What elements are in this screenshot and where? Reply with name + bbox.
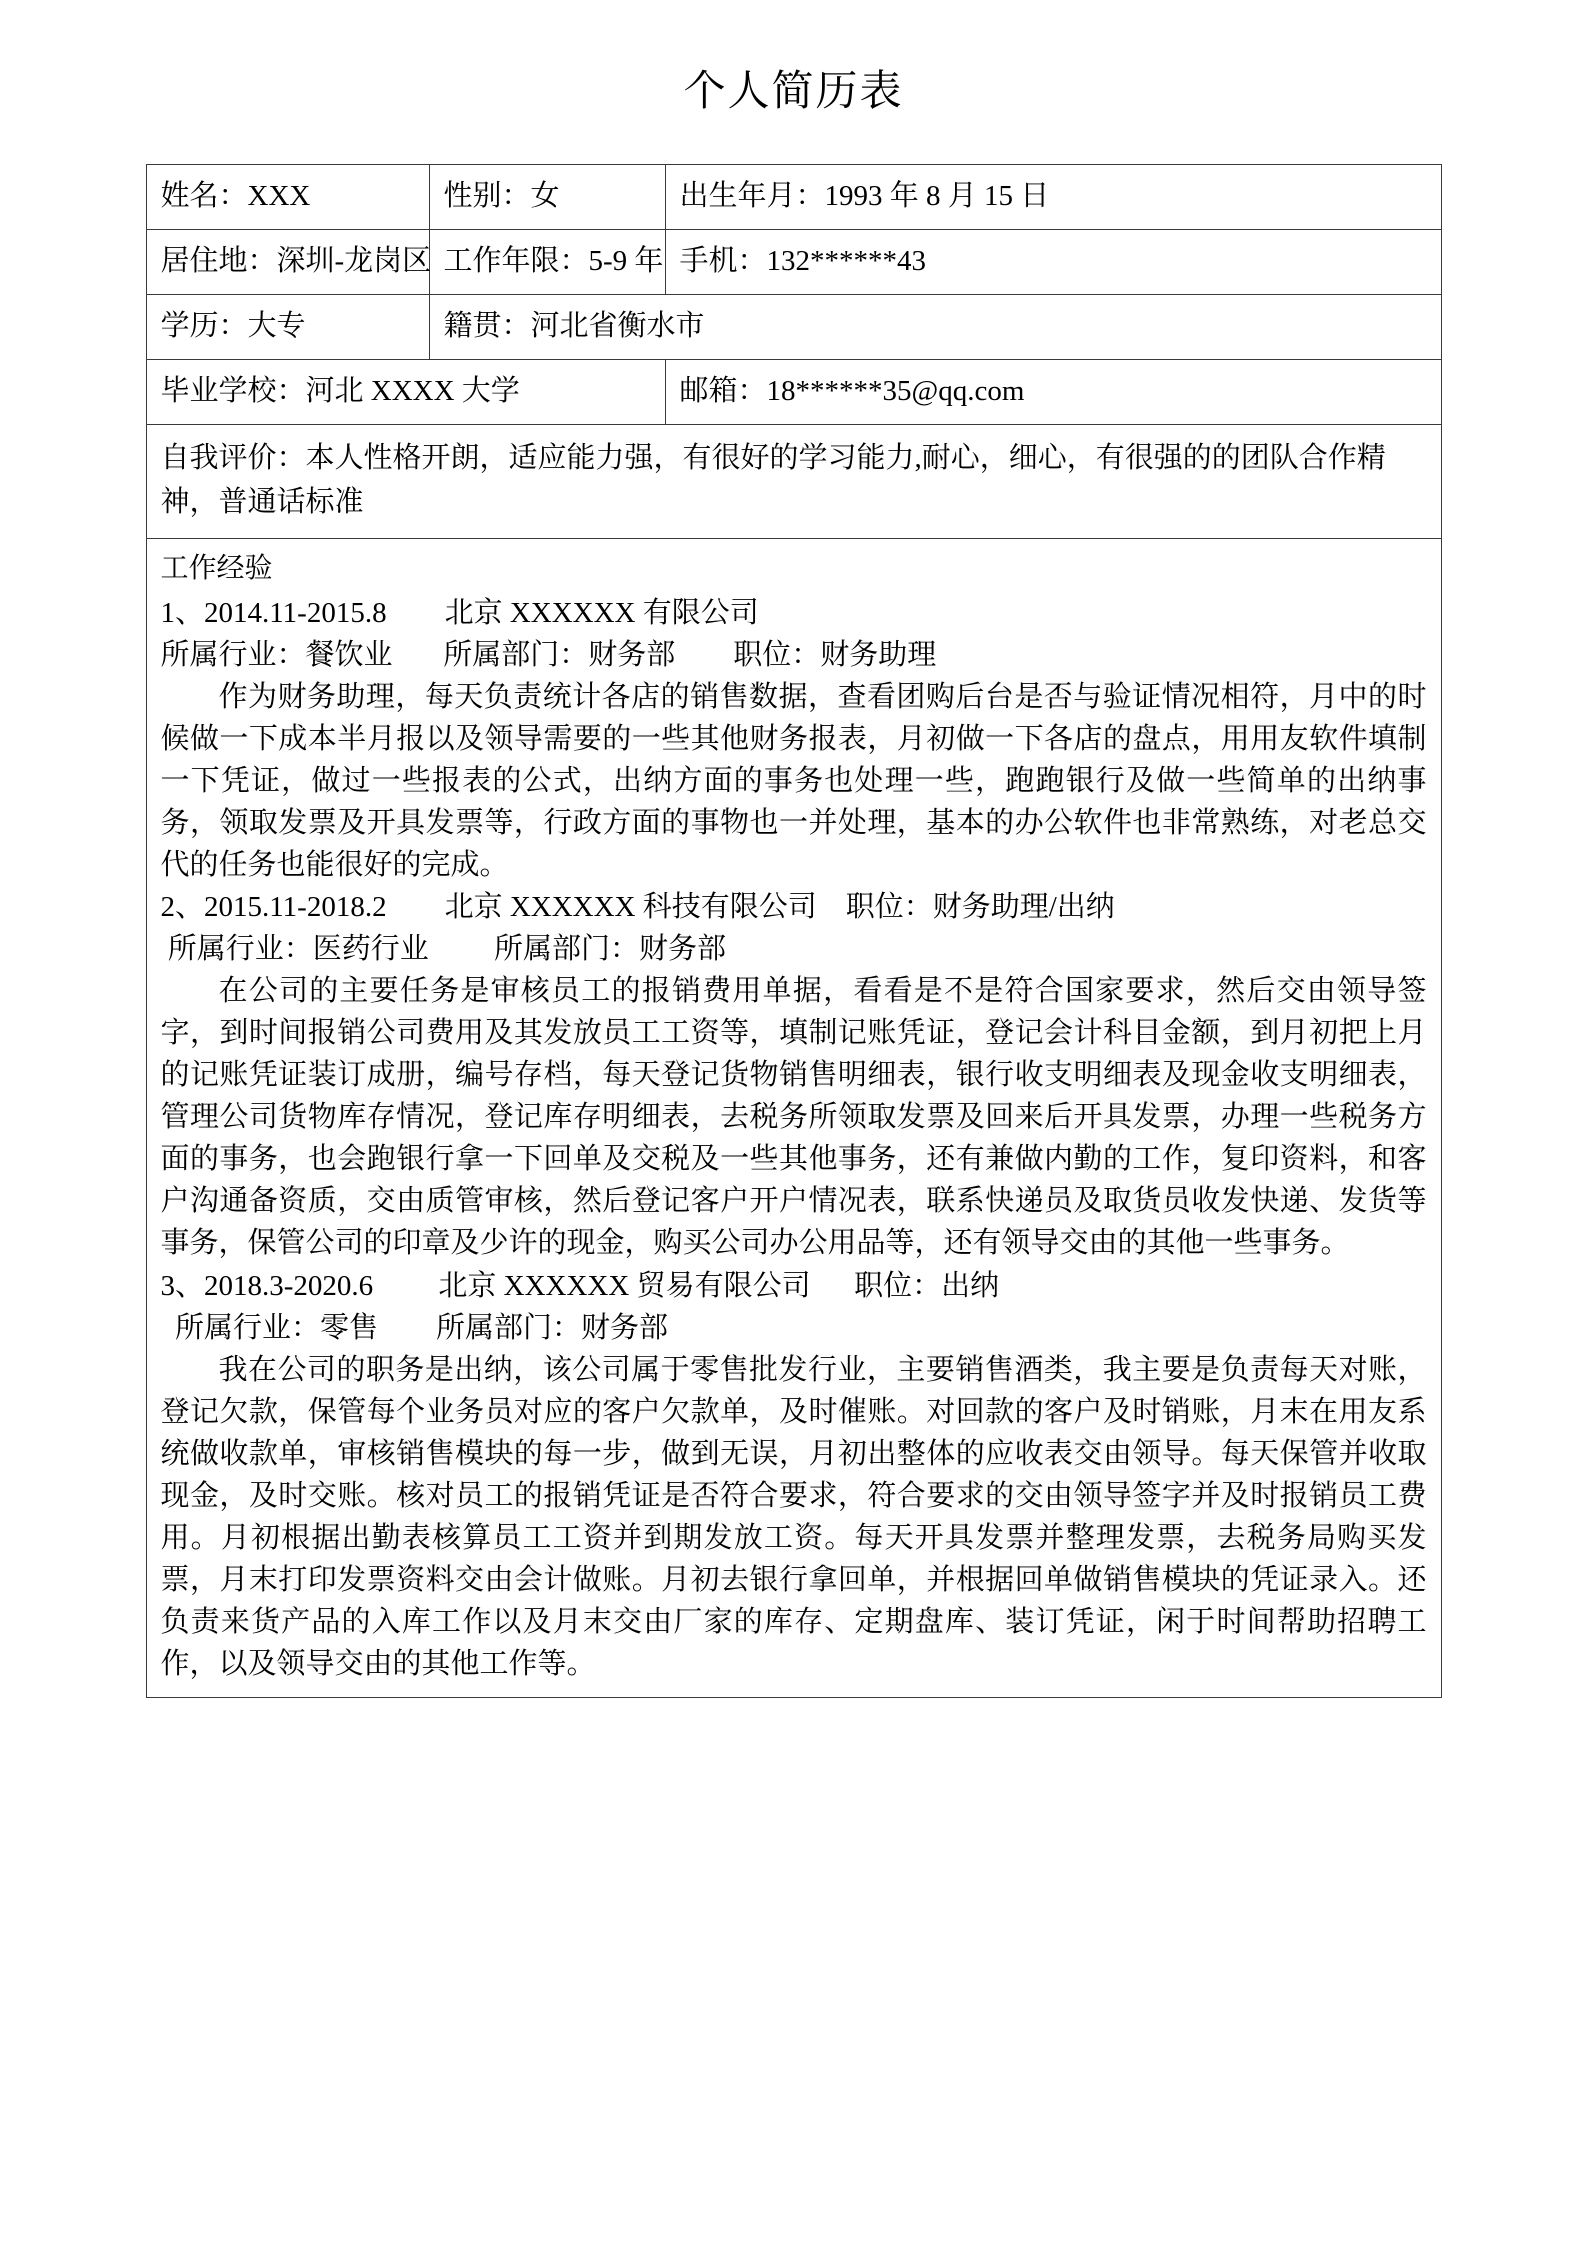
field-self-evaluation: 自我评价：本人性格开朗，适应能力强，有很好的学习能力,耐心，细心，有很强的的团队合作精神，普通话标准 (146, 425, 1441, 539)
field-residence: 居住地：深圳-龙岗区 (146, 230, 429, 295)
field-birthdate: 出生年月：1993 年 8 月 15 日 (665, 165, 1441, 230)
experience-body-1: 作为财务助理，每天负责统计各店的销售数据，查看团购后台是否与验证情况相符，月中的时候做一下成本半月报以及领导需要的一些其他财务报表，月初做一下各店的盘点，用用友软件填制一下凭证，做过一些报表的公式，出纳方面的事务也处理一些，跑跑银行及做一些简单的出纳事务，领取发票及开具发票等，行政方面的事物也一并处理，基本的办公软件也非常熟练，对老总交代的任务也能很好的完成。 (160, 680, 1427, 882)
field-email: 邮箱：18******35@qq.com (665, 360, 1441, 425)
table-row (146, 230, 1441, 295)
field-education: 学历：大专 (146, 295, 429, 360)
table-row (146, 360, 1441, 425)
experience-body-3: 我在公司的职务是出纳，该公司属于零售批发行业，主要销售酒类，我主要是负责每天对账，登记欠款，保管每个业务员对应的客户欠款单，及时催账。对回款的客户及时销账，月末在用友系统做收款单，审核销售模块的每一步，做到无误，月初出整体的应收表交由领导。每天保管并收取现金，及时交账。核对员工的报销凭证是否符合要求，符合要求的交由领导签字并及时报销员工费用。月初根据出勤表核算员工工资并到期发放工资。每天开具发票并整理发票，去税务局购买发票，月末打印发票资料交由会计做账。月初去银行拿回单，并根据回单做销售模块的凭证录入。还负责来货产品的入库工作以及月末交由厂家的库存、定期盘库、装订凭证，闲于时间帮助招聘工作，以及领导交由的其他工作等。 (160, 1353, 1427, 1680)
experience-title-3: 3、2018.3-2020.6 北京 XXXXXX 贸易有限公司 职位：出纳 (160, 1269, 1000, 1302)
resume-table (146, 164, 1442, 1698)
field-name: 姓名：XXX (146, 165, 429, 230)
field-school: 毕业学校：河北 XXXX 大学 (146, 360, 665, 425)
experience-title-2: 2、2015.11-2018.2 北京 XXXXXX 科技有限公司 职位：财务助理/出纳 (160, 891, 1115, 924)
work-experience-cell (146, 539, 1441, 1698)
field-work-years: 工作年限：5-9 年 (429, 230, 665, 295)
page-title: 个人简历表 (683, 69, 904, 115)
experience-meta-1: 所属行业：餐饮业 所属部门：财务部 职位：财务助理 (160, 638, 937, 671)
field-gender: 性别：女 (429, 165, 665, 230)
experience-meta-3: 所属行业：零售 所属部门：财务部 (160, 1311, 669, 1344)
table-row (146, 295, 1441, 360)
table-row (146, 425, 1441, 539)
field-hometown: 籍贯：河北省衡水市 (429, 295, 1441, 360)
table-row (146, 539, 1441, 1698)
field-phone: 手机：132******43 (665, 230, 1441, 295)
table-row (146, 165, 1441, 230)
experience-body-2: 在公司的主要任务是审核员工的报销费用单据，看看是不是符合国家要求，然后交由领导签字，到时间报销公司费用及其发放员工工资等，填制记账凭证，登记会计科目金额，到月初把上月的记账凭证装订成册，编号存档，每天登记货物销售明细表，银行收支明细表及现金收支明细表，管理公司货物库存情况，登记库存明细表，去税务所领取发票及回来后开具发票，办理一些税务方面的事务，也会跑银行拿一下回单及交税及一些其他事务，还有兼做内勤的工作，复印资料，和客户沟通备资质，交由质管审核，然后登记客户开户情况表，联系快递员及取货员收发快递、发货等事务，保管公司的印章及少许的现金，购买公司办公用品等，还有领导交由的其他一些事务。 (160, 975, 1427, 1260)
experience-title-1: 1、2014.11-2015.8 北京 XXXXXX 有限公司 (160, 596, 759, 629)
experience-meta-2: 所属行业：医药行业 所属部门：财务部 (160, 933, 727, 966)
work-experience-heading: 工作经验 (160, 553, 273, 585)
